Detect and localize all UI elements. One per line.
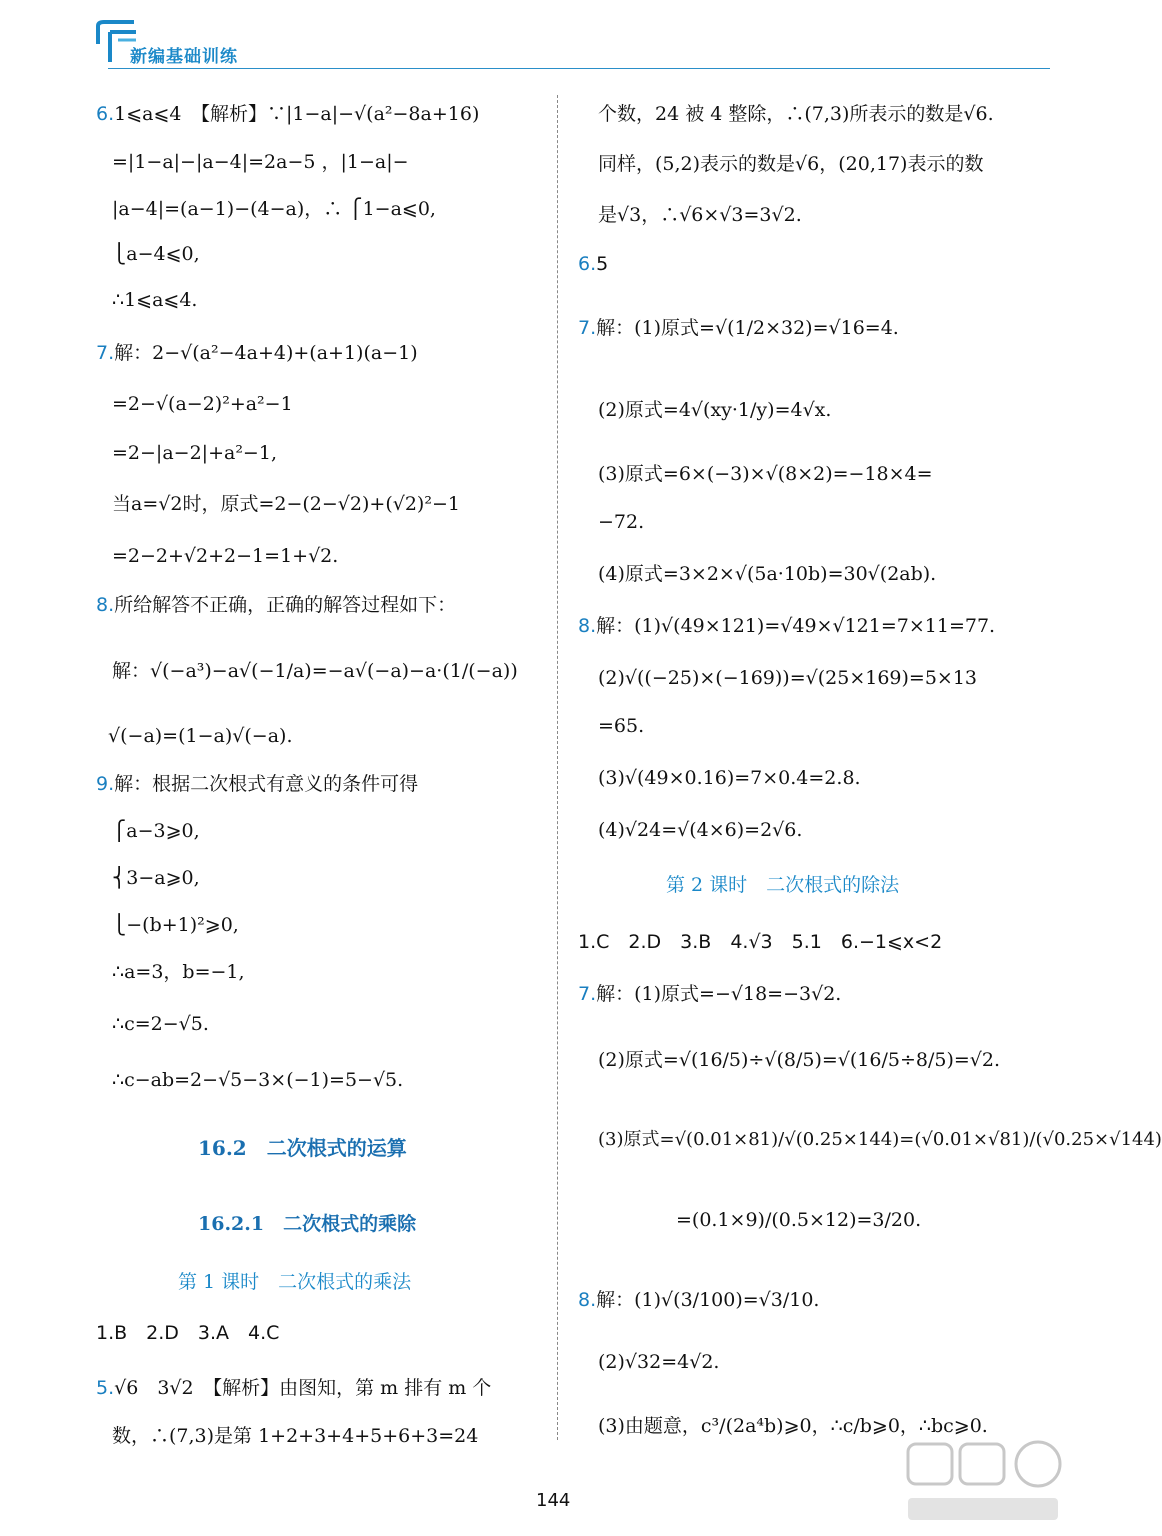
- answer-line: [578, 614, 995, 638]
- answer-line: =65.: [598, 715, 645, 737]
- answer-line: ⎩−(b+1)²⩾0,: [112, 914, 239, 936]
- header-rule: [108, 68, 1050, 69]
- answer-text: 1⩽a⩽4 【解析】∵|1−a|−√(a²−8a+16): [114, 103, 480, 125]
- answer-text: 解：(1)原式=−√18=−3√2.: [596, 983, 842, 1005]
- page-number: 144: [536, 1490, 571, 1511]
- answer-text: 所给解答不正确，正确的解答过程如下：: [114, 594, 457, 616]
- item-number: 5.: [96, 1377, 115, 1399]
- answer-line: =(0.1×9)/(0.5×12)=3/20.: [676, 1209, 922, 1231]
- answer-line: ∴c−ab=2−√5−3×(−1)=5−√5.: [112, 1069, 404, 1091]
- answer-text: 解：2−√(a²−4a+4)+(a+1)(a−1): [114, 342, 418, 364]
- answer-line: ⎧a−3⩾0,: [112, 820, 200, 842]
- answer-line: √(−a)=(1−a)√(−a).: [108, 725, 293, 747]
- answer-line: ⎨3−a⩾0,: [112, 867, 200, 889]
- answer-line: 是√3，∴√6×√3=3√2.: [598, 204, 802, 226]
- answer-line: ∴a=3，b=−1,: [112, 961, 245, 983]
- lesson-title: 第 1 课时 二次根式的乘法: [178, 1271, 412, 1293]
- answer-line: (2)√32=4√2.: [598, 1351, 720, 1373]
- watermark-stamp-icon: [900, 1438, 1070, 1536]
- item-number: 7.: [578, 983, 597, 1005]
- answer-line: (2)原式=4√(xy·1/y)=4√x.: [598, 399, 832, 421]
- answer-line: (3)由题意，c³/(2a⁴b)⩾0，∴c/b⩾0，∴bc⩾0.: [598, 1415, 988, 1437]
- answer-line: [96, 341, 418, 365]
- subsection-heading: 16.2.1 二次根式的乘除: [198, 1213, 417, 1235]
- answer-line: [96, 102, 479, 126]
- answer-line: 个数，24 被 4 整除，∴(7,3)所表示的数是√6.: [598, 103, 994, 125]
- answer-line: 当a=√2时，原式=2−(2−√2)+(√2)²−1: [112, 493, 460, 515]
- answer-line: [96, 772, 418, 796]
- answer-line: ⎩a−4⩽0,: [112, 243, 200, 265]
- column-divider: [557, 95, 558, 1440]
- answer-line: (3)√(49×0.16)=7×0.4=2.8.: [598, 767, 861, 789]
- answer-line: [96, 1376, 491, 1400]
- item-number: 6.: [96, 103, 115, 125]
- answer-line: [578, 982, 841, 1006]
- answer-line: (2)原式=√(16/5)÷√(8/5)=√(16/5÷8/5)=√2.: [598, 1049, 1001, 1071]
- answer-line: =2−2+√2+2−1=1+√2.: [112, 545, 339, 567]
- answer-line: 数，∴(7,3)是第 1+2+3+4+5+6+3=24: [112, 1425, 479, 1447]
- answer-line: =|1−a|−|a−4|=2a−5 ，|1−a|−: [112, 151, 409, 173]
- item-number: 8.: [578, 615, 597, 637]
- answer-line: −72.: [598, 511, 645, 533]
- answer-text: 解：(1)√(3/100)=√3/10.: [596, 1289, 820, 1311]
- item-number: 5: [596, 253, 609, 275]
- answer-line: (3)原式=√(0.01×81)/√(0.25×144)=(√0.01×√81)/(√0.25×√144): [598, 1129, 1162, 1150]
- answer-text: 解：(1)√(49×121)=√49×√121=7×11=77.: [596, 615, 996, 637]
- item-number: 6.: [578, 253, 597, 275]
- item-number: 8.: [578, 1289, 597, 1311]
- book-title: 新编基础训练: [130, 47, 238, 67]
- answer-line: 解：√(−a³)−a√(−1/a)=−a√(−a)−a·(1/(−a)): [112, 660, 518, 682]
- answer-text: 解：(1)原式=√(1/2×32)=√16=4.: [596, 317, 899, 339]
- answer-line: =2−√(a−2)²+a²−1: [112, 393, 293, 415]
- answer-line: ∴1⩽a⩽4.: [112, 289, 198, 311]
- answer-line: (3)原式=6×(−3)×√(8×2)=−18×4=: [598, 463, 933, 485]
- answer-line: |a−4|=(a−1)−(4−a)，∴ ⎧1−a⩽0,: [112, 198, 436, 220]
- answer-line: [578, 316, 899, 340]
- answer-line: 1.C 2.D 3.B 4.√3 5.1 6.−1⩽x<2: [578, 931, 943, 953]
- answer-line: 同样，(5,2)表示的数是√6，(20,17)表示的数: [598, 153, 984, 175]
- answer-line: [578, 252, 608, 276]
- answer-line: [96, 593, 456, 617]
- answer-line: ∴c=2−√5.: [112, 1013, 209, 1035]
- answer-text: 解：根据二次根式有意义的条件可得: [114, 773, 419, 795]
- item-number: 7.: [96, 342, 115, 364]
- answer-line: (4)√24=√(4×6)=2√6.: [598, 819, 803, 841]
- answer-line: 1.B 2.D 3.A 4.C: [96, 1322, 280, 1344]
- answer-line: [578, 1288, 819, 1312]
- item-number: 8.: [96, 594, 115, 616]
- item-number: 7.: [578, 317, 597, 339]
- answer-line: (4)原式=3×2×√(5a·10b)=30√(2ab).: [598, 563, 937, 585]
- page-header: [0, 0, 1071, 80]
- answer-text: √6 3√2 【解析】由图知，第 m 排有 m 个: [114, 1377, 492, 1399]
- answer-line: (2)√((−25)×(−169))=√(25×169)=5×13: [598, 667, 978, 689]
- lesson-title: 第 2 课时 二次根式的除法: [666, 874, 900, 896]
- section-heading: 16.2 二次根式的运算: [198, 1136, 407, 1160]
- answer-line: =2−|a−2|+a²−1,: [112, 442, 277, 464]
- item-number: 9.: [96, 773, 115, 795]
